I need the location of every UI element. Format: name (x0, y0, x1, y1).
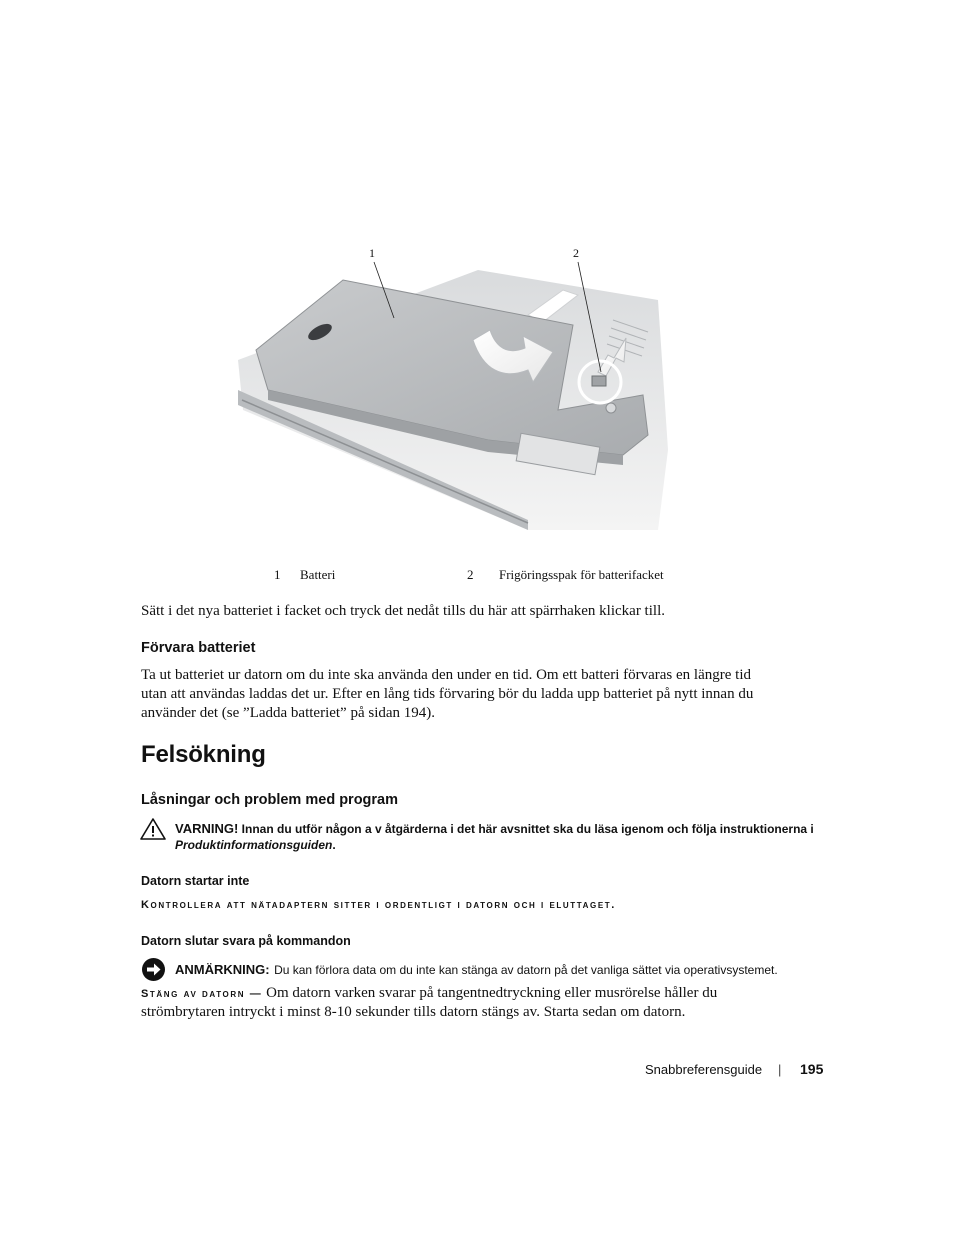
warning-text: Innan du utför någon a v åtgärderna i det här avsnittet ska du läsa igenom och följa instruktionerna i (241, 822, 814, 836)
warning-label: VARNING! (175, 821, 239, 836)
shutdown-line-1: Om datorn varken svarar på tangentnedtryckning eller musrörelse håller du (266, 985, 718, 1001)
storage-line-1: Ta ut batteriet ur datorn om du inte ska använda den under en tid. Om ett batteri förvaras en längre tid (141, 667, 751, 683)
callout-2: 2 (573, 246, 579, 260)
caption-item2-label: Frigöringsspak för batterifacket (499, 567, 664, 582)
shutdown-line-2: strömbrytaren intryckt i minst 8-10 sekunder tills datorn stängs av. Starta sedan om datorn. (141, 1004, 686, 1020)
intro-paragraph: Sätt i det nya batteriet i facket och tryck det nedåt tills du här att spärrhaken klickar till. (141, 603, 665, 619)
not-start-action: Kontrollera att nätadaptern sitter i ordentligt i datorn och i eluttaget. (141, 899, 616, 911)
footer-guide-name: Snabbreferensguide (645, 1062, 763, 1077)
caption-item2-number: 2 (467, 567, 474, 582)
warning-guide-name: Produktinformationsguiden (175, 838, 333, 852)
storage-heading: Förvara batteriet (141, 640, 256, 656)
notice-label: ANMÄRKNING: (175, 962, 270, 977)
storage-line-2: utan att användas laddas det ur. Efter en lång tids förvaring bör du ladda upp batteriet på nytt innan du (141, 686, 754, 702)
warning-text-end: . (332, 838, 336, 852)
notice-block (175, 961, 778, 979)
not-start-heading: Datorn startar inte (141, 874, 250, 888)
notice-text: Du kan förlora data om du inte kan stänga av datorn på det vanliga sättet via operativsystemet. (274, 963, 778, 977)
footer-separator: | (778, 1062, 782, 1077)
callout-1: 1 (369, 246, 375, 260)
shutdown-paragraph (141, 984, 831, 1004)
warning-block (175, 821, 825, 853)
notice-icon (141, 957, 166, 987)
shutdown-lead: Stäng av datorn — (141, 988, 263, 1000)
footer-page-number: 195 (800, 1061, 824, 1077)
not-respond-heading: Datorn slutar svara på kommandon (141, 934, 351, 948)
storage-line-3: använder det (se ”Ladda batteriet” på sidan 194). (141, 705, 436, 721)
caption-item1-number: 1 (274, 567, 281, 582)
lockups-heading: Låsningar och problem med program (141, 792, 399, 808)
troubleshooting-heading: Felsökning (141, 741, 266, 768)
warning-icon (140, 818, 166, 845)
battery-illustration-svg (228, 240, 678, 540)
caption-item1-label: Batteri (300, 567, 336, 582)
battery-illustration (228, 240, 678, 540)
